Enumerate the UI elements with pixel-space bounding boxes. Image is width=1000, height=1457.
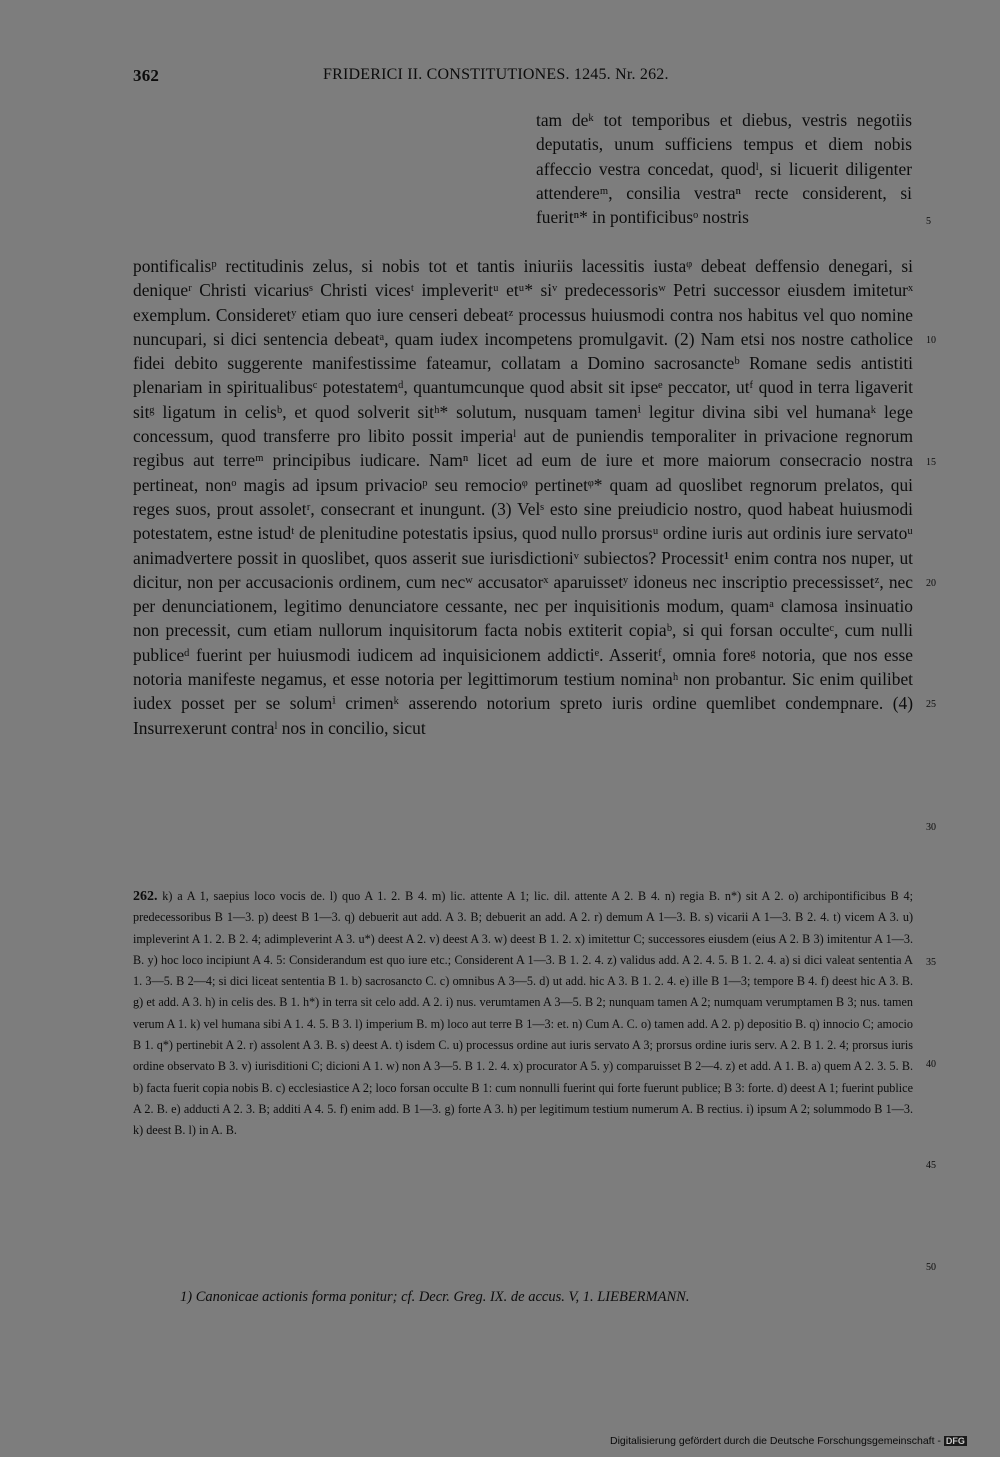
line-number: 40 <box>926 1059 936 1070</box>
line-number: 45 <box>926 1160 936 1171</box>
line-number: 30 <box>926 822 936 833</box>
dfg-logo: DFG <box>945 1436 965 1446</box>
page-number: 362 <box>133 66 160 85</box>
line-number: 50 <box>926 1262 936 1273</box>
running-title: FRIDERICI II. CONSTITUTIONES. 1245. Nr. 262. <box>323 66 669 83</box>
running-header <box>133 66 913 90</box>
line-number: 10 <box>926 335 936 346</box>
digitization-credit <box>610 1435 967 1447</box>
critical-apparatus <box>133 886 913 1142</box>
line-number: 15 <box>926 457 936 468</box>
apparatus-number: 262. <box>133 889 158 904</box>
line-number: 25 <box>926 699 936 710</box>
apparatus-text: k) a A 1, saepius loco vocis de. l) quo A 1. 2. B 4. m) lic. attente A 1; lic. dil. attente A 2. B 4. n) regia B. n*) sit A 2. o) archipontificibus B 4; predecessoribus B 1—3. p) deest B 1—3. q) debuerit aut add. A 3. B; debuerit an add. A 2. r) demum A 1—3. B. s) vicarii A 1—3. B 2. 4. t) vicem A 3. u) impleverint A 1. 2. B 2. 4; adimpleverint A 3. u*) deest A 2. v) deest A 3. w) deest B 1. 2. x) imitettur C; successores eiusdem (eius A 2. B 3) imitentur A 1—3. B. y) hoc loco incipiunt A 4. 5: Considerandum est quo iure etc.; Considerent A 1—3. B 1. 2. 4. z) validus add. A 2. 4. 5. B 1. 2. 4. a) si dici valeat sententia A 1. 3—5. B 2—4; si dici liceat sententia B 1. b) sacrosancto C. c) omnibus A 3—5. d) ut add. hic A 3. B 1. 2. 4. e) ille B 1—3; tempore B 4. f) deest hic A 3. B. g) et add. A 3. h) in celis des. B 1. h*) in terra sit celo add. A 2. i) nus. verumtamen A 3—5. B 2; nunquam tamen A 2; numquam verumptamen B 3; nus. tamen verum A 1. k) vel humana sibi A 1. 4. 5. B 3. l) imperium B. m) loco aut terre B 1—3: et. n) Cum A. C. o) tamen add. A 2. p) depositio B. q) innocio C; amocio B 1. q*) pertinebit A 2. r) assolent A 3. B. s) deest A. t) isdem C. u) processus ordine aut iuris servato A 3; prorsus ordine iuris serv. A 2. B 1. 2. 4; prorsus iuris ordine observato B 3. v) iurisditioni C; dicioni A 1. w) non A 3—5. B 1. 2. 4. x) procurator A 5. y) comparuisset B 2—4. z) et add. A 1. B. a) quem A 2. 3. 5. B. b) facta fuerit copia nobis B. c) ecclesiastice A 2; loco forsan occulte B 1: cum nonnulli fuerint qui forte fuerunt publice; B 3: forte. d) deest A 1; fuerint publice A 2. B. e) adducti A 2. 3. B; additi A 4. 5. f) enim add. B 1—3. g) forte A 3. h) per legitimum testium numerum A. B rectius. i) ipsum A 2; solummodo B 1—3. k) deest B. l) in A. B. <box>133 889 913 1138</box>
credit-text: Digitalisierung gefördert durch die Deutsche Forschungsgemeinschaft - <box>610 1435 941 1447</box>
footnote: 1) Canonicae actionis forma ponitur; cf. Decr. Greg. IX. de accus. V, 1. LIEBERMANN. <box>180 1289 690 1305</box>
line-number: 5 <box>926 216 931 227</box>
line-number: 35 <box>926 957 936 968</box>
body-text: pontificalisᵖ rectitudinis zelus, si nobis tot et tantis iniuriis lacessitis iustaᵠ debeat deffensio denegari, si deniqueʳ Christi vicariusˢ Christi vicesᵗ impleveritᵘ etᵘ* siᵛ predecessorisʷ Petri successor eiusdem imiteturˣ exemplum. Consideretʸ etiam quo iure censeri debeatᶻ processus huiusmodi contra nos habitus vel quo nomine nuncupari, si dici sentencia debeatᵃ, quam iudex incompetens promulgavit. (2) Nam etsi nos nostre catholice fidei debito suggerente manifestissime fateamur, collatam a Domino sacrosancteᵇ Romane sedis antistiti plenariam in spiritualibusᶜ potestatemᵈ, quantumcunque quod absit sit ipseᵉ peccator, utᶠ quod in terra ligaverit sitᵍ ligatum in celisᵇ, et quod solverit sitʰ* solutum, nusquam tamenⁱ legitur divina sibi vel humanaᵏ lege concessum, quod transferre pro libito possit imperiaˡ aut de puniendis temporaliter in privacione regnorum regibus aut terreᵐ principibus iudicare. Namⁿ licet ad eum de iure et more maiorum consecracio nostra pertineat, nonᵒ magis ad ipsum privacioᵖ seu remocioᵠ pertinetᵠ* quam ad quoslibet regnorum prelatos, qui reges suos, prout assoletʳ, consecrant et inungunt. (3) Velˢ esto sine preiudicio nostro, quod habeat huiusmodi potestatem, estne istudᵗ de plenitudine potestatis ipsius, quod nullo prorsusᵘ ordine iuris aut ordinis iure servatoᵘ animadvertere possit in quoslibet, quos asserit sue iurisdictioniᵛ subiectos? Processit¹ enim contra nos nuper, ut dicitur, non per accusacionis ordinem, cum necʷ accusatorˣ aparuissetʸ idoneus nec inscriptio precessissetᶻ, nec per denunciationem, legitimo denunciatore cessante, nec per inquisitionis modum, quamᵃ clamosa insinuatio non precessit, cum etiam nullorum inquisitorum facta nobis extiterit copiaᵇ, si qui forsan occulteᶜ, cum nulli publiceᵈ fuerint per huiusmodi iudicem ad inquisicionem addictiᵉ. Asseritᶠ, omnia foreᵍ notoria, que nos esse notoria manifeste negamus, et esse notoria per legittimorum testium nominaʰ non probantur. Sic enim quilibet iudex posset per se solumⁱ crimenᵏ asserendo notorium spreto iuris ordine quemlibet condempnare. (4) Insurrexerunt contraˡ nos in concilio, sicut <box>133 256 913 738</box>
line-number: 20 <box>926 578 936 589</box>
right-column-text: tam deᵏ tot temporibus et diebus, vestris negotiis deputatis, unum sufficiens tempus et diem nobis affeccio vestra concedat, quodˡ, si licuerit diligenter attendereᵐ, consilia vestraⁿ recte considerent, si fueritⁿ* in pontificibusᵒ nostris <box>536 110 912 228</box>
